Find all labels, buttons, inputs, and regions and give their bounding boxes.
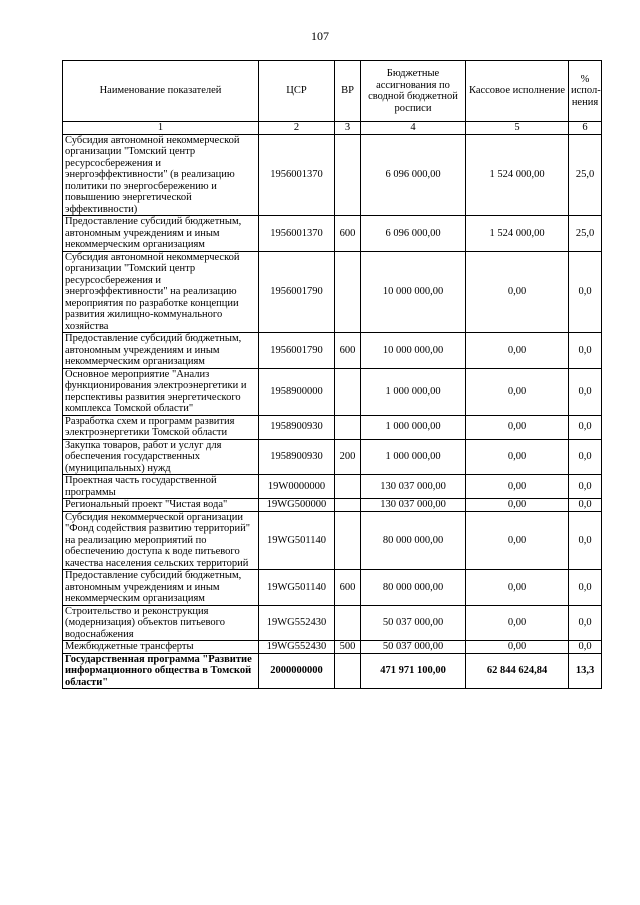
column-number: 2 — [259, 122, 335, 135]
row-assignments: 1 000 000,00 — [361, 415, 466, 439]
row-csr: 1958900930 — [259, 415, 335, 439]
row-vr — [335, 415, 361, 439]
row-name: Региональный проект "Чистая вода" — [63, 499, 259, 512]
row-percent: 0,0 — [569, 333, 602, 369]
row-cash: 0,00 — [466, 641, 569, 654]
row-assignments: 130 037 000,00 — [361, 499, 466, 512]
row-cash: 0,00 — [466, 333, 569, 369]
table-header-row — [63, 61, 602, 122]
row-assignments: 50 037 000,00 — [361, 605, 466, 641]
table-row — [63, 511, 602, 570]
table-row — [63, 605, 602, 641]
row-vr: 500 — [335, 641, 361, 654]
table-row — [63, 475, 602, 499]
row-cash: 0,00 — [466, 251, 569, 333]
row-name: Закупка товаров, работ и услуг для обеспечения государственных (муниципальных) нужд — [63, 439, 259, 475]
row-name: Строительство и реконструкция (модернизация) объектов питьевого водоснабжения — [63, 605, 259, 641]
row-assignments: 1 000 000,00 — [361, 439, 466, 475]
row-csr: 19W0000000 — [259, 475, 335, 499]
column-number: 1 — [63, 122, 259, 135]
row-csr: 19WG552430 — [259, 641, 335, 654]
total-name: Государственная программа "Развитие информационного общества в Томской области" — [63, 653, 259, 689]
row-vr — [335, 605, 361, 641]
total-vr — [335, 653, 361, 689]
row-csr: 19WG552430 — [259, 605, 335, 641]
row-csr: 1956001790 — [259, 251, 335, 333]
table-row — [63, 439, 602, 475]
total-csr: 2000000000 — [259, 653, 335, 689]
row-name: Проектная часть государственной программы — [63, 475, 259, 499]
row-vr: 600 — [335, 570, 361, 606]
row-vr — [335, 134, 361, 216]
budget-table — [62, 60, 602, 689]
page-number: 107 — [311, 29, 329, 43]
row-vr: 600 — [335, 333, 361, 369]
table-row — [63, 415, 602, 439]
row-percent: 0,0 — [569, 511, 602, 570]
row-name: Предоставление субсидий бюджетным, автономным учреждениям и иным некоммерческим организациям — [63, 333, 259, 369]
header-assignments: Бюджетные ассигнования по сводной бюджетной росписи — [361, 61, 466, 122]
row-name: Субсидия автономной некоммерческой организации "Томский центр ресурсосбережения и энергоэффективности" (в реализацию политики по энергосбережению и повышению энергетической эффективности) — [63, 134, 259, 216]
table-row — [63, 134, 602, 216]
row-name: Разработка схем и программ развития электроэнергетики Томской области — [63, 415, 259, 439]
row-name: Субсидия автономной некоммерческой организации "Томский центр ресурсосбережения и энергоэффективности" на реализацию мероприятия по разработке концепции развития жилищно-коммунального хозяйства — [63, 251, 259, 333]
row-csr: 1956001370 — [259, 216, 335, 252]
total-cash: 62 844 624,84 — [466, 653, 569, 689]
row-assignments: 130 037 000,00 — [361, 475, 466, 499]
row-percent: 25,0 — [569, 134, 602, 216]
row-name: Межбюджетные трансферты — [63, 641, 259, 654]
row-csr: 1958900930 — [259, 439, 335, 475]
row-assignments: 80 000 000,00 — [361, 511, 466, 570]
row-cash: 0,00 — [466, 415, 569, 439]
column-number: 5 — [466, 122, 569, 135]
row-percent: 0,0 — [569, 415, 602, 439]
row-vr: 200 — [335, 439, 361, 475]
row-percent: 0,0 — [569, 570, 602, 606]
row-cash: 0,00 — [466, 499, 569, 512]
column-number-row — [63, 122, 602, 135]
row-cash: 0,00 — [466, 570, 569, 606]
table-row — [63, 368, 602, 415]
table-row — [63, 641, 602, 654]
row-vr — [335, 511, 361, 570]
row-assignments: 6 096 000,00 — [361, 216, 466, 252]
header-name: Наименование показателей — [63, 61, 259, 122]
row-csr: 1956001370 — [259, 134, 335, 216]
header-percent: % испол-нения — [569, 61, 602, 122]
row-percent: 0,0 — [569, 641, 602, 654]
table-row — [63, 216, 602, 252]
row-cash: 0,00 — [466, 475, 569, 499]
table-row — [63, 333, 602, 369]
total-assignments: 471 971 100,00 — [361, 653, 466, 689]
row-cash: 0,00 — [466, 511, 569, 570]
header-csr: ЦСР — [259, 61, 335, 122]
total-row — [63, 653, 602, 689]
row-cash: 0,00 — [466, 368, 569, 415]
total-percent: 13,3 — [569, 653, 602, 689]
header-vr: ВР — [335, 61, 361, 122]
row-assignments: 50 037 000,00 — [361, 641, 466, 654]
column-number: 3 — [335, 122, 361, 135]
row-cash: 0,00 — [466, 605, 569, 641]
row-vr — [335, 475, 361, 499]
row-assignments: 10 000 000,00 — [361, 251, 466, 333]
row-vr — [335, 499, 361, 512]
column-number: 4 — [361, 122, 466, 135]
row-csr: 19WG500000 — [259, 499, 335, 512]
row-csr: 1956001790 — [259, 333, 335, 369]
row-vr — [335, 368, 361, 415]
row-assignments: 80 000 000,00 — [361, 570, 466, 606]
column-number: 6 — [569, 122, 602, 135]
row-percent: 0,0 — [569, 368, 602, 415]
row-csr: 19WG501140 — [259, 511, 335, 570]
row-percent: 0,0 — [569, 499, 602, 512]
row-csr: 1958900000 — [259, 368, 335, 415]
row-vr: 600 — [335, 216, 361, 252]
table-row — [63, 251, 602, 333]
row-cash: 1 524 000,00 — [466, 134, 569, 216]
row-assignments: 6 096 000,00 — [361, 134, 466, 216]
row-percent: 0,0 — [569, 251, 602, 333]
row-assignments: 10 000 000,00 — [361, 333, 466, 369]
row-csr: 19WG501140 — [259, 570, 335, 606]
header-cash: Кассовое исполнение — [466, 61, 569, 122]
row-cash: 0,00 — [466, 439, 569, 475]
row-percent: 0,0 — [569, 439, 602, 475]
row-percent: 25,0 — [569, 216, 602, 252]
row-name: Предоставление субсидий бюджетным, автономным учреждениям и иным некоммерческим организациям — [63, 216, 259, 252]
table-row — [63, 499, 602, 512]
row-percent: 0,0 — [569, 475, 602, 499]
row-percent: 0,0 — [569, 605, 602, 641]
row-vr — [335, 251, 361, 333]
row-cash: 1 524 000,00 — [466, 216, 569, 252]
table-row — [63, 570, 602, 606]
row-assignments: 1 000 000,00 — [361, 368, 466, 415]
row-name: Предоставление субсидий бюджетным, автономным учреждениям и иным некоммерческим организациям — [63, 570, 259, 606]
row-name: Основное мероприятие "Анализ функционирования электроэнергетики и перспективы развития энергетического комплекса Томской области" — [63, 368, 259, 415]
row-name: Субсидия некоммерческой организации "Фонд содействия развитию территорий" на реализацию мероприятий по обеспечению доступа к воде питьевого качества населения сельских территорий — [63, 511, 259, 570]
